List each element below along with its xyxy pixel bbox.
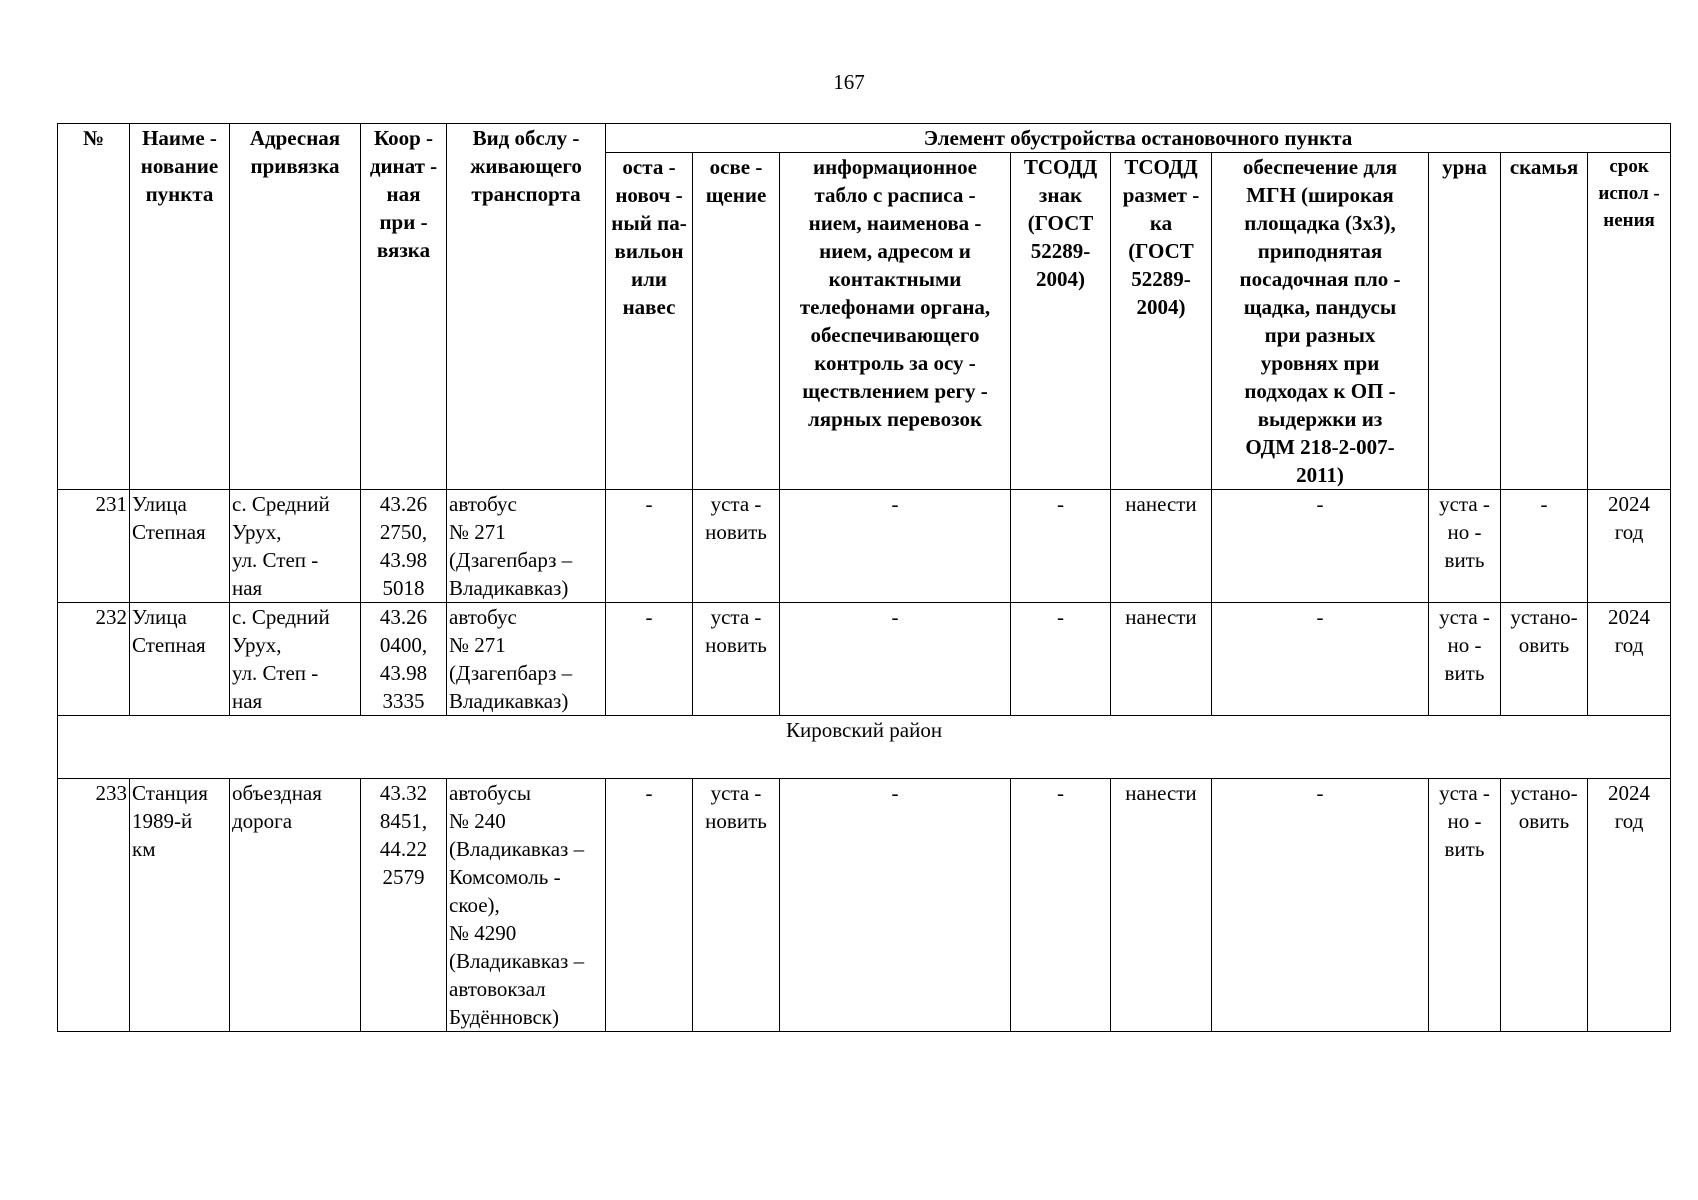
row-deadline: 2024 год — [1588, 490, 1671, 603]
row-transport: автобусы № 240 (Владикавказ – Комсомоль - ское), № 4290 (Владикавказ – автовокзал Будённовск) — [447, 779, 606, 1032]
row-num: 233 — [58, 779, 130, 1032]
row-urn: уста - но - вить — [1429, 779, 1501, 1032]
header-elements-group: Элемент обустройства остановочного пункта — [606, 124, 1671, 153]
row-num: 231 — [58, 490, 130, 603]
section-title: Кировский район — [58, 716, 1671, 779]
bus-stops-table — [57, 123, 1671, 1032]
row-address: объездная дорога — [230, 779, 361, 1032]
header-transport: Вид обслу - живающего транспорта — [447, 124, 606, 490]
row-coords: 43.26 2750, 43.98 5018 — [361, 490, 447, 603]
row-sign: - — [1011, 603, 1111, 716]
header-deadline: срок испол - нения — [1588, 153, 1671, 490]
row-urn: уста - но - вить — [1429, 490, 1501, 603]
header-marking: ТСОДД размет - ка (ГОСТ 52289- 2004) — [1111, 153, 1212, 490]
row-info-board: - — [780, 603, 1011, 716]
row-coords: 43.32 8451, 44.22 2579 — [361, 779, 447, 1032]
table-row — [58, 490, 1671, 603]
row-mgn: - — [1212, 490, 1429, 603]
row-transport: автобус № 271 (Дзагепбарз – Владикавказ) — [447, 603, 606, 716]
row-bench: устано- овить — [1501, 603, 1588, 716]
header-num: № — [58, 124, 130, 490]
page-number: 167 — [833, 70, 865, 94]
row-info-board: - — [780, 490, 1011, 603]
row-coords: 43.26 0400, 43.98 3335 — [361, 603, 447, 716]
row-deadline: 2024 год — [1588, 603, 1671, 716]
section-row — [58, 716, 1671, 779]
header-mgn: обеспечение для МГН (широкая площадка (3х3), приподнятая посадочная пло - щадка, пандусы при разных уровнях при подходах к ОП - выдержки из ОДМ 218-2-007- 2011) — [1212, 153, 1429, 490]
row-transport: автобус № 271 (Дзагепбарз – Владикавказ) — [447, 490, 606, 603]
row-lighting: уста - новить — [693, 779, 780, 1032]
row-marking: нанести — [1111, 779, 1212, 1032]
header-sign: ТСОДД знак (ГОСТ 52289- 2004) — [1011, 153, 1111, 490]
header-urn: урна — [1429, 153, 1501, 490]
row-pavilion: - — [606, 603, 693, 716]
row-bench: устано- овить — [1501, 779, 1588, 1032]
header-address: Адресная привязка — [230, 124, 361, 490]
header-coords: Коор - динат - ная при - вязка — [361, 124, 447, 490]
row-mgn: - — [1212, 779, 1429, 1032]
row-lighting: уста - новить — [693, 603, 780, 716]
header-info-board: информационное табло с расписа - нием, наименова - нием, адресом и контактными телефонами органа, обеспечивающего контроль за осу - ществлением регу - лярных перевозок — [780, 153, 1011, 490]
header-name: Наиме - нование пункта — [130, 124, 230, 490]
row-urn: уста - но - вить — [1429, 603, 1501, 716]
row-info-board: - — [780, 779, 1011, 1032]
table-row — [58, 603, 1671, 716]
table-row — [58, 779, 1671, 1032]
row-name: Улица Степная — [130, 603, 230, 716]
row-sign: - — [1011, 779, 1111, 1032]
row-mgn: - — [1212, 603, 1429, 716]
row-address: с. Средний Урух, ул. Степ - ная — [230, 490, 361, 603]
row-deadline: 2024 год — [1588, 779, 1671, 1032]
row-marking: нанести — [1111, 603, 1212, 716]
header-row-1 — [58, 124, 1671, 153]
row-address: с. Средний Урух, ул. Степ - ная — [230, 603, 361, 716]
row-pavilion: - — [606, 490, 693, 603]
row-name: Станция 1989-й км — [130, 779, 230, 1032]
row-sign: - — [1011, 490, 1111, 603]
header-pavilion: оста - новоч - ный па- вильон или навес — [606, 153, 693, 490]
row-lighting: уста - новить — [693, 490, 780, 603]
row-pavilion: - — [606, 779, 693, 1032]
header-lighting: осве - щение — [693, 153, 780, 490]
row-marking: нанести — [1111, 490, 1212, 603]
row-name: Улица Степная — [130, 490, 230, 603]
row-num: 232 — [58, 603, 130, 716]
row-bench: - — [1501, 490, 1588, 603]
header-bench: скамья — [1501, 153, 1588, 490]
